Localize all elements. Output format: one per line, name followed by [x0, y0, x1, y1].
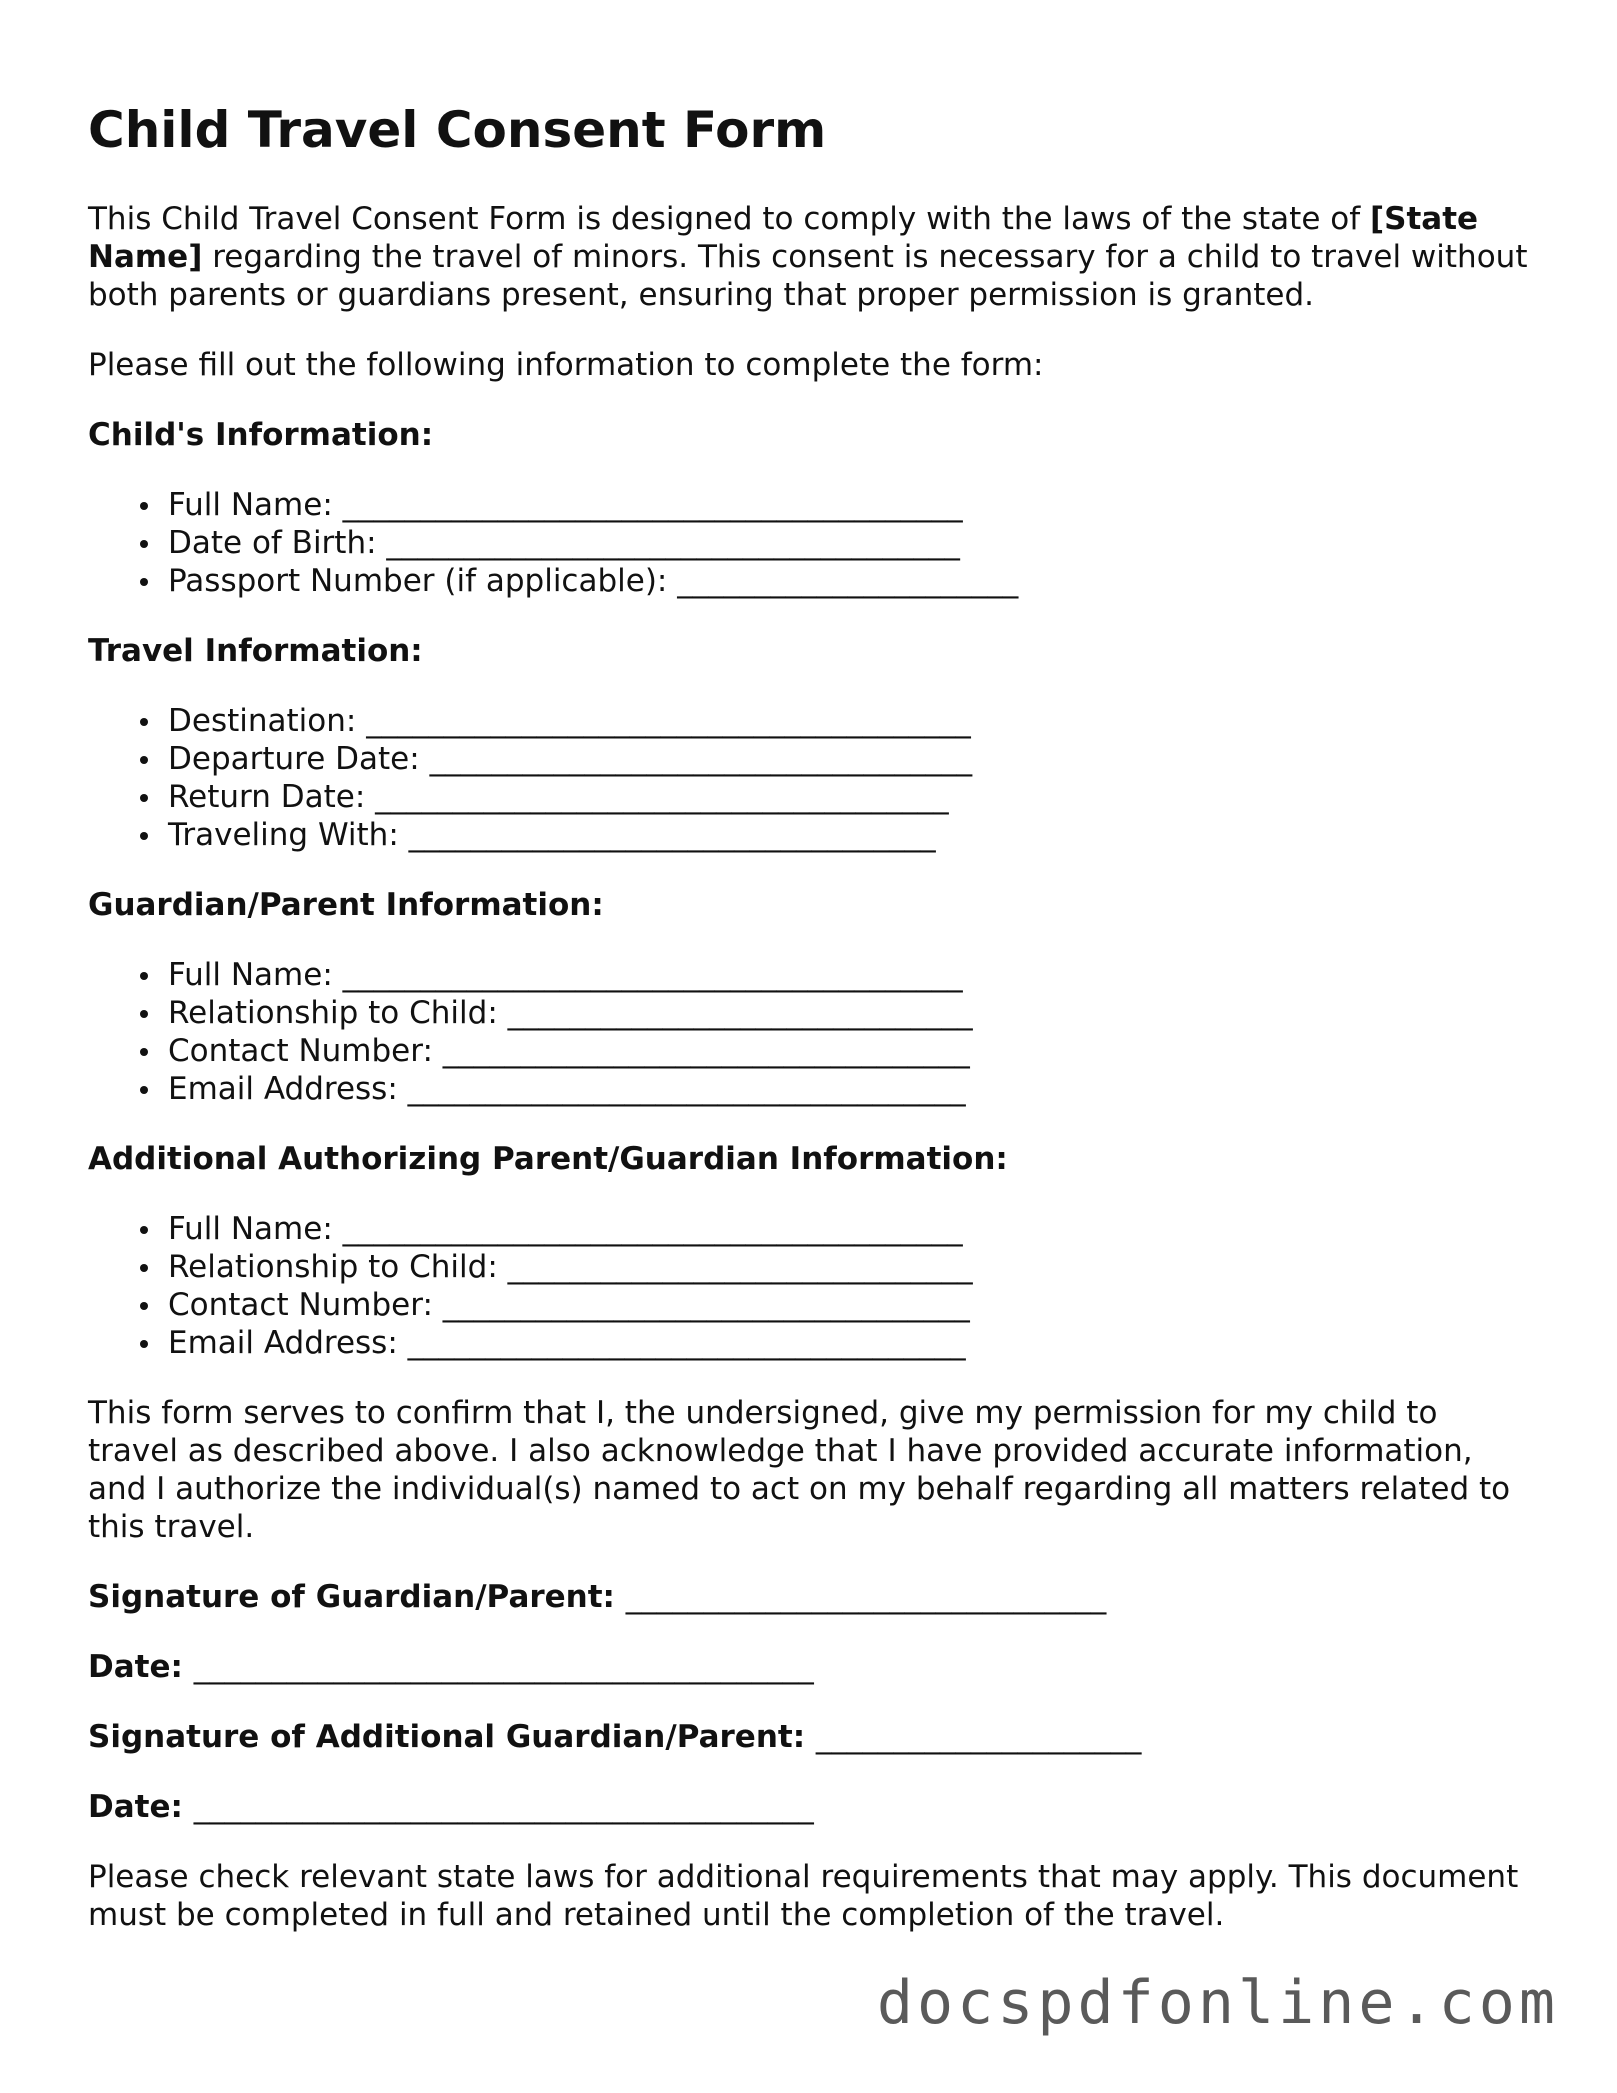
date-label: Date: — [88, 1789, 183, 1825]
fill-line[interactable]: ____________________________________ — [407, 1325, 966, 1361]
field-child-full-name — [168, 486, 1528, 524]
field-label: Contact Number: — [168, 1033, 433, 1069]
signature-label: Signature of Additional Guardian/Parent: — [88, 1719, 806, 1755]
guardian-fields-list — [88, 956, 1528, 1108]
section-title-child: Child's Information: — [88, 417, 434, 453]
field-guardian-relationship — [168, 994, 1528, 1032]
intro-text-after: regarding the travel of minors. This consent is necessary for a child to travel without both parents or guardians present, ensuring that proper permission is granted. — [88, 239, 1528, 313]
fill-line[interactable]: ________________________________________ — [342, 1211, 963, 1247]
fill-line[interactable]: ______________________ — [677, 563, 1019, 599]
fill-line[interactable]: ______________________________ — [507, 995, 973, 1031]
fill-line[interactable]: _____________________________________ — [375, 779, 949, 815]
field-label: Email Address: — [168, 1325, 398, 1361]
signature-additional-guardian — [88, 1718, 1528, 1756]
date-line[interactable]: ________________________________________ — [193, 1789, 814, 1825]
child-fields-list — [88, 486, 1528, 600]
field-additional-full-name — [168, 1210, 1528, 1248]
field-child-passport — [168, 562, 1528, 600]
fill-line[interactable]: _____________________________________ — [386, 525, 960, 561]
fill-line[interactable]: _______________________________________ — [366, 703, 971, 739]
field-label: Full Name: — [168, 957, 333, 993]
section-title-guardian: Guardian/Parent Information: — [88, 887, 604, 923]
field-additional-email — [168, 1324, 1528, 1362]
field-label: Departure Date: — [168, 741, 420, 777]
signature-guardian — [88, 1578, 1528, 1616]
travel-fields-list — [88, 702, 1528, 854]
fill-line[interactable]: ______________________________ — [507, 1249, 973, 1285]
page-title: Child Travel Consent Form — [88, 101, 827, 159]
signature-line[interactable]: _____________________ — [815, 1719, 1142, 1755]
field-label: Date of Birth: — [168, 525, 377, 561]
field-label: Relationship to Child: — [168, 995, 498, 1031]
date-additional-guardian — [88, 1788, 1528, 1826]
section-title-additional: Additional Authorizing Parent/Guardian Information: — [88, 1141, 1008, 1177]
field-departure-date — [168, 740, 1528, 778]
field-label: Full Name: — [168, 487, 333, 523]
field-label: Destination: — [168, 703, 357, 739]
additional-fields-list — [88, 1210, 1528, 1362]
instruction-text: Please fill out the following information to complete the form: — [88, 347, 1044, 383]
field-label: Email Address: — [168, 1071, 398, 1107]
fill-line[interactable]: __________________________________ — [408, 817, 936, 853]
field-child-dob — [168, 524, 1528, 562]
field-guardian-full-name — [168, 956, 1528, 994]
field-label: Relationship to Child: — [168, 1249, 498, 1285]
field-guardian-email — [168, 1070, 1528, 1108]
field-return-date — [168, 778, 1528, 816]
field-label: Traveling With: — [168, 817, 399, 853]
fill-line[interactable]: ________________________________________ — [342, 487, 963, 523]
date-guardian — [88, 1648, 1528, 1686]
fill-line[interactable]: ________________________________________ — [342, 957, 963, 993]
field-label: Full Name: — [168, 1211, 333, 1247]
field-guardian-contact — [168, 1032, 1528, 1070]
section-title-travel: Travel Information: — [88, 633, 423, 669]
state-name-placeholder: [State Name] — [88, 201, 1479, 275]
fill-line[interactable]: __________________________________ — [442, 1033, 970, 1069]
document-page — [88, 100, 1528, 1966]
date-label: Date: — [88, 1649, 183, 1685]
field-label: Passport Number (if applicable): — [168, 563, 668, 599]
intro-text-before: This Child Travel Consent Form is designed to comply with the laws of the state of — [88, 201, 1370, 237]
signature-label: Signature of Guardian/Parent: — [88, 1579, 615, 1615]
field-label: Contact Number: — [168, 1287, 433, 1323]
fill-line[interactable]: __________________________________ — [442, 1287, 970, 1323]
field-label: Return Date: — [168, 779, 366, 815]
field-destination — [168, 702, 1528, 740]
field-additional-contact — [168, 1286, 1528, 1324]
fill-line[interactable]: ____________________________________ — [407, 1071, 966, 1107]
signature-line[interactable]: _______________________________ — [625, 1579, 1107, 1615]
intro-paragraph — [88, 200, 1528, 314]
field-additional-relationship — [168, 1248, 1528, 1286]
fill-line[interactable]: ___________________________________ — [429, 741, 973, 777]
date-line[interactable]: ________________________________________ — [193, 1649, 814, 1685]
field-traveling-with — [168, 816, 1528, 854]
watermark-text: docspdfonline.com — [876, 1968, 1559, 2038]
confirmation-paragraph: This form serves to confirm that I, the undersigned, give my permission for my child to travel as described above. I also acknowledge that I have provided accurate information, and I authorize the individual(s) named to act on my behalf regarding all matters related to this travel. — [88, 1395, 1511, 1545]
footer-note: Please check relevant state laws for additional requirements that may apply. This document must be completed in full and retained until the completion of the travel. — [88, 1859, 1519, 1933]
